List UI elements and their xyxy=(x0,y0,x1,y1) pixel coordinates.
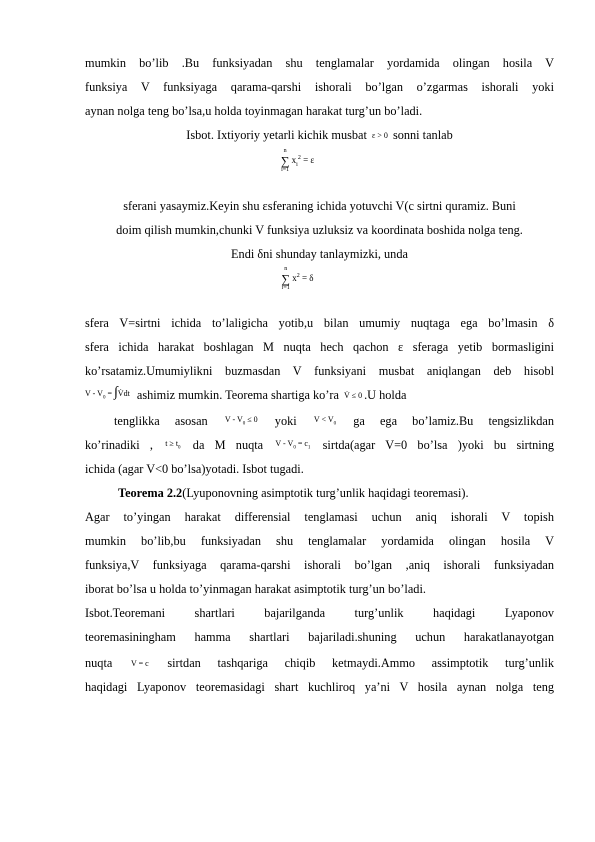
epsilon-positive-formula: ε > 0 xyxy=(372,131,388,141)
text-line-21: teoremasiningham hamma shartlari bajariladi.shuning uchun harakatlanayotgan xyxy=(85,630,554,644)
text-line-16: Agar to’yingan harakat differensial tenglamasi uchun aniq ishorali V topish xyxy=(85,510,554,524)
text-line-2: funksiya V funksiyaga qarama-qarshi ishorali bo’lgan o’zgarmas ishorali yoki xyxy=(85,80,554,94)
t-ge-t0-formula: $t \ge t_0$ xyxy=(165,438,181,451)
v-eq-c-formula: V = c xyxy=(130,659,149,669)
text-line-17: mumkin bo’lib,bu funksiyadan shu tenglamalar yordamida olingan hosila V xyxy=(85,534,554,548)
u-holda-text: .U holda xyxy=(364,388,407,402)
v-lt-v0-formula: $V < V_0$ xyxy=(313,414,337,427)
theorem-title: (Lyuponovning asimptotik turg’unlik haqidagi teoremasi). xyxy=(182,486,469,500)
sirtdan-text: sirtdan tashqariga chiqib ketmaydi.Ammo assimptotik turg’unlik xyxy=(167,656,554,670)
text-line-3: aynan nolga teng bo’lsa,u holda toyinmagan harakat turg’un bo’ladi. xyxy=(85,104,423,118)
vdot-le-zero-formula: V̇ ≤ 0 xyxy=(344,391,363,401)
text-line-10: ko’rsatamiz.Umumiylikni buzmasdan V funksiyani musbat aniqlangan deb hisobl xyxy=(85,364,554,378)
text-line-8: sfera V=sirtni ichida to’laligicha yotib,u bilan umumiy nuqtaga ega bo’lmasin δ xyxy=(85,316,554,330)
text-line-7: Endi δni shunday tanlaymizki, unda xyxy=(231,247,408,261)
text-line-5: sferani yasaymiz.Keyin shu εsferaning ichida yotuvchi V(c sirtni quramiz. Buni xyxy=(123,199,516,213)
text-line-4 xyxy=(85,128,554,142)
theorem-number: Teorema 2.2 xyxy=(118,486,183,500)
isbot-intro-tail: sonni tanlab xyxy=(392,128,453,142)
v-minus-v0-formula: $V - V_0 \le 0$ xyxy=(224,414,258,427)
text-line-20: Isbot.Teoremani shartlari bajarilganda turg’unlik haqidagi Lyaponov xyxy=(85,606,554,620)
sum-epsilon-formula: n ∑ i=1 $x_i^2 = \varepsilon$ xyxy=(280,148,315,173)
text-line-18: funksiya,V funksiyaga qarama-qarshi ishorali bo’lgan ,aniq ishorali funksiyadan xyxy=(85,558,554,572)
da-m-nuqta-text: da M nuqta xyxy=(192,438,264,452)
sum-delta-formula: n ∑ i=1 $x^2 = \delta$ xyxy=(281,266,314,291)
text-line-14: ichida (agar V<0 bo’lsa)yotadi. Isbot tugadi. xyxy=(85,462,304,476)
isbot-intro: Isbot. Ixtiyoriy yetarli kichik musbat xyxy=(186,128,367,142)
text-line-6: doim qilish mumkin,chunki V funksiya uzluksiz va koordinata boshida nolga teng. xyxy=(116,223,523,237)
text-line-11 xyxy=(85,385,554,404)
text-line-13 xyxy=(85,438,554,453)
sum-operator-2: n ∑ i=1 xyxy=(281,266,290,291)
theorem-heading xyxy=(118,486,554,500)
text-line-9: sfera ichida harakat boshlagan M nuqta hech qachon ε sferaga yetib bormasligini xyxy=(85,340,554,354)
yoki-text: yoki xyxy=(274,414,297,428)
text-line-22 xyxy=(85,656,554,670)
integral-formula: V - $V_0$ = ∫V̇dt xyxy=(85,385,130,401)
tenglikka-text: tenglikka asosan xyxy=(114,414,208,428)
text-line-1: mumkin bo’lib .Bu funksiyadan shu tenglamalar yordamida olingan hosila V xyxy=(85,56,554,70)
sirtda-text: sirtda(agar V=0 bo’lsa )yoki bu sirtning xyxy=(322,438,555,452)
text-line-12 xyxy=(114,414,554,429)
nuqta-text: nuqta xyxy=(85,656,113,670)
text-line-19: iborat bo’lsa u holda to’yinmagan harakat asimptotik turg’un bo’ladi. xyxy=(85,582,426,596)
v-eq-c1-formula: $V - V_0 = c_1$ xyxy=(275,438,311,451)
korinadiki-text: ko’rinadiki , xyxy=(85,438,153,452)
sum-operator: n ∑ i=1 xyxy=(280,148,290,173)
text-line-23: haqidagi Lyaponov teoremasidagi shart kuchliroq ya’ni V hosila aynan nolga teng xyxy=(85,680,554,694)
ashimiz-text: ashimiz mumkin. Teorema shartiga ko’ra xyxy=(136,388,339,402)
ga-ega-text: ga ega bo’lamiz.Bu tengsizlikdan xyxy=(353,414,555,428)
